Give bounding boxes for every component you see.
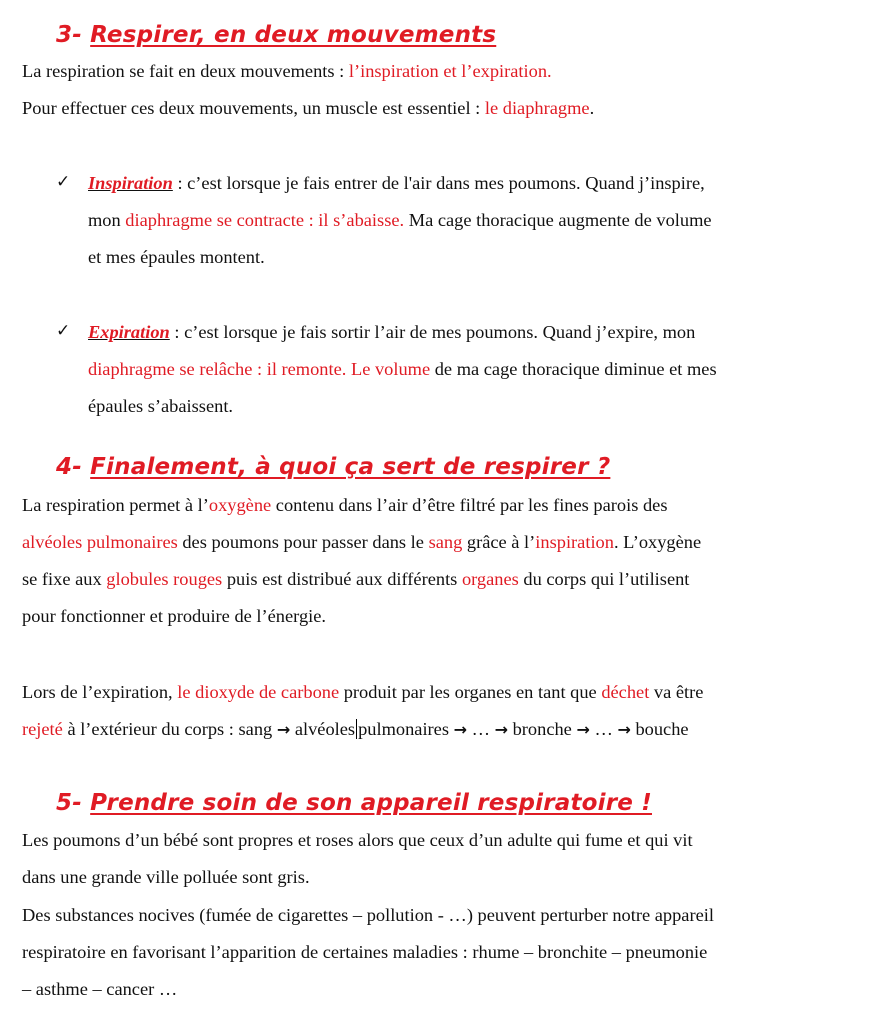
text-cursor [356,719,357,739]
paragraph-line: dans une grande ville polluée sont gris. [22,867,310,887]
paragraph-line [22,681,703,703]
text: puis est distribué aux différents [222,569,462,589]
pathway-line [22,718,689,741]
highlight-text: inspiration [535,532,614,552]
right-arrow-icon: → [453,720,468,739]
highlight-text: oxygène [208,495,272,515]
highlight-text: organes [461,569,519,589]
paragraph-line: – asthme – cancer … [22,979,178,999]
text: : c’est lorsque je fais entrer de l'air dans mes poumons. Quand j’inspire, [172,173,705,193]
text: du corps qui l’utilisent [518,569,690,589]
highlight-text: alvéoles pulmonaires [22,532,178,552]
right-arrow-icon: → [576,720,590,739]
expiration-line-3: épaules s’abaissent. [88,396,234,416]
inspiration-line-2 [88,209,712,231]
right-arrow-icon: → [617,720,631,739]
text: … [467,719,495,739]
text: alvéoles [290,719,356,739]
highlight-text: déchet [601,682,650,702]
text: : c’est lorsque je fais sortir l’air de mes poumons. Quand j’expire, mon [169,322,696,342]
highlight-text: le dioxyde de carbone [177,682,340,702]
right-arrow-icon: → [494,720,509,739]
text: Lors de l’expiration, [22,682,178,702]
section-5-title: Prendre soin de son appareil respiratoire ! [90,790,652,816]
paragraph-line [22,60,552,82]
text: . L’oxygène [613,532,702,552]
paragraph-line [22,531,701,553]
text: va être [649,682,704,702]
highlight-text: le diaphragme [484,98,590,118]
check-mark-icon: ✓ [56,321,71,341]
expiration-term: Expiration [88,322,170,342]
section-4-number: 4- [56,454,82,480]
inspiration-line-1 [88,172,705,194]
text: pulmonaires [358,719,454,739]
text: La respiration se fait en deux mouvements : [22,61,349,81]
highlight-text: rejeté [22,719,63,739]
section-3-heading [56,22,496,48]
text: produit par les organes en tant que [339,682,602,702]
text: grâce à l’ [462,532,536,552]
text: mon [88,210,126,230]
paragraph-line: Des substances nocives (fumée de cigarettes – pollution - …) peuvent perturber notre appareil [22,905,714,925]
paragraph-line: pour fonctionner et produire de l’énergie. [22,606,327,626]
right-arrow-icon: → [276,720,291,739]
text: contenu dans l’air d’être filtré par les fines parois des [271,495,668,515]
text: La respiration permet à l’ [22,495,209,515]
inspiration-line-3: et mes épaules montent. [88,247,265,267]
text: . [589,98,595,118]
paragraph-line [22,97,594,119]
text: à l’extérieur du corps : sang [62,719,277,739]
expiration-line-1 [88,321,695,343]
expiration-line-2 [88,358,717,380]
section-4-title: Finalement, à quoi ça sert de respirer ? [90,454,611,480]
paragraph-line: respiratoire en favorisant l’apparition de certaines maladies : rhume – bronchite – pneumonie [22,942,708,962]
inspiration-term: Inspiration [88,173,173,193]
paragraph-line [22,568,689,590]
text: … [589,719,618,739]
highlight-text: l’inspiration et l’expiration. [348,61,552,81]
highlight-text: globules rouges [106,569,223,589]
text: se fixe aux [22,569,107,589]
paragraph-line [22,494,667,516]
text: bouche [630,719,689,739]
text: Pour effectuer ces deux mouvements, un muscle est essentiel : [22,98,485,118]
section-3-number: 3- [56,22,82,48]
text: Ma cage thoracique augmente de volume [404,210,712,230]
highlight-text: diaphragme se contracte : il s’abaisse. [125,210,405,230]
section-5-heading [56,790,652,816]
highlight-text: sang [428,532,463,552]
text: bronche [508,719,577,739]
section-3-title: Respirer, en deux mouvements [90,22,497,48]
section-4-heading [56,454,610,480]
highlight-text: diaphragme se relâche : il remonte. Le volume [88,359,431,379]
text: des poumons pour passer dans le [177,532,429,552]
paragraph-line: Les poumons d’un bébé sont propres et roses alors que ceux d’un adulte qui fume et qui vit [22,830,693,850]
check-mark-icon: ✓ [56,172,71,192]
section-5-number: 5- [56,790,82,816]
text: de ma cage thoracique diminue et mes [430,359,717,379]
